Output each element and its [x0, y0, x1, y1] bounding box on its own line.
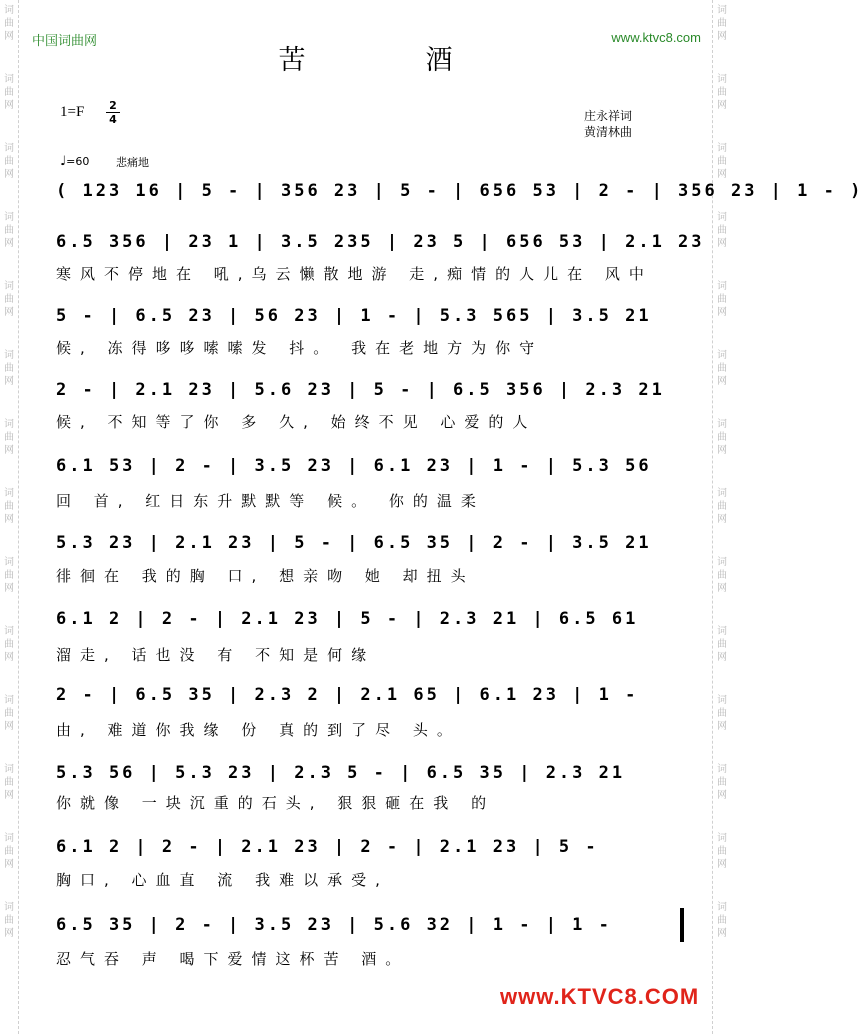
notes-line: 6.1 53 | 2 - | 3.5 23 | 6.1 23 | 1 - | 5.3 56: [56, 456, 652, 476]
time-signature: [106, 100, 120, 125]
lyric-line-10: 胸口, 心血直 流 我难以承受,: [56, 871, 389, 889]
notes-line: 2 - | 2.1 23 | 5.6 23 | 5 - | 6.5 356 | 2.3 21: [56, 380, 665, 400]
time-signature-bottom: 4: [109, 113, 117, 126]
lyric-line-9: 你就像 一块沉重的石头, 狠狠砸在我 的: [56, 794, 496, 812]
notation-row-11: [56, 906, 684, 944]
key-signature: 1=F: [60, 104, 85, 120]
notes-line: 2 - | 6.5 35 | 2.3 2 | 2.1 65 | 6.1 23 | 1 -: [56, 685, 639, 705]
site-url-right[interactable]: www.ktvc8.com: [611, 30, 701, 45]
credits: [584, 108, 632, 140]
right-watermark-strip: 词 曲 网 词 曲 网 词 曲 网 词 曲 网 词 曲 网 词 曲 网 词 曲 网 词 曲 网 词 曲 网 词 曲 网 词 曲 网 词 曲 网 词 曲 网 词 曲 网: [712, 0, 731, 1034]
lyric-line-2: 寒风不停地在 吼,乌云懒散地游 走,痴情的人儿在 风中: [56, 265, 653, 283]
ktvc8-logo[interactable]: www.KTVC8.COM: [500, 984, 700, 1009]
lyric-line-6: 徘徊在 我的胸 口, 想亲吻 她 却扭头: [56, 567, 475, 585]
notes-line: 6.5 35 | 2 - | 3.5 23 | 5.6 32 | 1 - | 1 -: [56, 915, 612, 935]
site-name-left[interactable]: 中国词曲网: [32, 34, 98, 49]
expression-marking: 悲痛地: [116, 156, 149, 169]
notation-row-1: [56, 172, 863, 210]
notation-row-7: [56, 600, 684, 638]
tempo-value: =60: [66, 155, 90, 168]
notes-line: 5.3 56 | 5.3 23 | 2.3 5 - | 6.5 35 | 2.3 21: [56, 763, 626, 783]
notes-line: 6.1 2 | 2 - | 2.1 23 | 5 - | 2.3 21 | 6.5 61: [56, 609, 639, 629]
notation-row-8: [56, 676, 684, 714]
composer-credit: 黄清林曲: [584, 125, 633, 139]
notes-line: 6.1 2 | 2 - | 2.1 23 | 2 - | 2.1 23 | 5 -: [56, 837, 599, 857]
left-watermark-strip: 词 曲 网 词 曲 网 词 曲 网 词 曲 网 词 曲 网 词 曲 网 词 曲 网 词 曲 网 词 曲 网 词 曲 网 词 曲 网 词 曲 网 词 曲 网 词 曲 网: [0, 0, 19, 1034]
notation-row-5: [56, 447, 684, 485]
final-barline: [680, 908, 684, 942]
notation-row-4: [56, 371, 684, 409]
notes-line: ( 123 16 | 5 - | 356 23 | 5 - | 656 53 | 2 - | 356 23 | 1 - ): [56, 181, 863, 201]
lyric-line-5: 回 首, 红日东升默默等 候。 你的温柔: [56, 492, 485, 510]
notes-line: 5 - | 6.5 23 | 56 23 | 1 - | 5.3 565 | 3.5 21: [56, 306, 652, 326]
lyric-line-4: 候, 不知等了你 多 久, 始终不见 心爱的人: [56, 413, 537, 431]
notation-row-3: [56, 297, 684, 335]
lyric-line-8: 由, 难道你我缘 份 真的到了尽 头。: [56, 721, 461, 739]
quarter-note-icon: ♩: [60, 154, 67, 169]
song-title: 苦酒: [278, 45, 573, 76]
lyricist-credit: 庄永祥词: [584, 109, 633, 123]
notes-line: 5.3 23 | 2.1 23 | 5 - | 6.5 35 | 2 - | 3.5 21: [56, 533, 652, 553]
time-signature-top: 2: [109, 99, 117, 112]
tempo-marking: [60, 154, 89, 169]
notation-row-10: [56, 828, 684, 866]
notation-row-2: [56, 223, 705, 261]
lyric-line-11: 忍气吞 声 喝下爱情这杯苦 酒。: [56, 950, 410, 968]
notation-row-9: [56, 754, 684, 792]
lyric-line-3: 候, 冻得哆哆嗦嗦发 抖。 我在老地方为你守: [56, 339, 544, 357]
notes-line: 6.5 356 | 23 1 | 3.5 235 | 23 5 | 656 53 | 2.1 23: [56, 232, 705, 252]
notation-row-6: [56, 524, 684, 562]
lyric-line-7: 溜走, 话也没 有 不知是何缘: [56, 646, 376, 664]
